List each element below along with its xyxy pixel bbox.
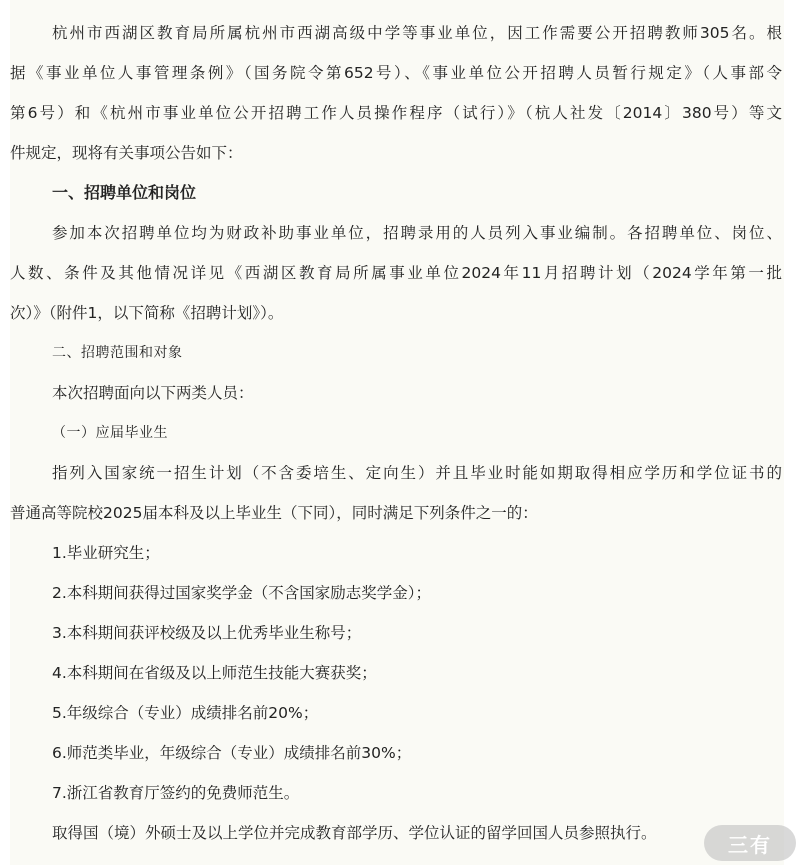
- section-2-intro: 本次招聘面向以下两类人员：: [52, 384, 254, 402]
- condition-item-1: 1.毕业研究生；: [52, 544, 160, 562]
- section-1-line-2: 人数、条件及其他情况详见《西湖区教育局所属事业单位2024年11月招聘计划（2024学年第一批: [10, 264, 782, 282]
- section-1-heading: 一、招聘单位和岗位: [52, 183, 197, 202]
- watermark-text: 三有: [728, 832, 772, 857]
- intro-line-1: 杭州市西湖区教育局所属杭州市西湖高级中学等事业单位，因工作需要公开招聘教师305名。根: [52, 24, 782, 42]
- intro-line-2: 据《事业单位人事管理条例》（国务院令第652号）、《事业单位公开招聘人员暂行规定》（人事部令: [10, 64, 782, 82]
- section-1-line-3: 次）》（附件1，以下简称《招聘计划》）。: [10, 304, 284, 322]
- intro-line-4: 件规定，现将有关事项公告如下：: [10, 144, 243, 162]
- section-1-line-1: 参加本次招聘单位均为财政补助事业单位，招聘录用的人员列入事业编制。各招聘单位、岗位、: [52, 224, 782, 242]
- subsection-1-line-2: 普通高等院校2025届本科及以上毕业生（下同），同时满足下列条件之一的：: [10, 504, 538, 522]
- condition-item-5: 5.年级综合（专业）成绩排名前20%；: [52, 704, 319, 722]
- intro-line-3: 第6号）和《杭州市事业单位公开招聘工作人员操作程序（试行）》（杭人社发〔2014〕380号）等文: [10, 104, 782, 122]
- condition-item-4: 4.本科期间在省级及以上师范生技能大赛获奖；: [52, 664, 377, 682]
- condition-item-2: 2.本科期间获得过国家奖学金（不含国家励志奖学金）；: [52, 584, 432, 602]
- condition-item-7: 7.浙江省教育厅签约的免费师范生。: [52, 784, 300, 802]
- subsection-1-heading: （一）应届毕业生: [52, 425, 168, 441]
- subsection-1-line-1: 指列入国家统一招生计划（不含委培生、定向生）并且毕业时能如期取得相应学历和学位证书的: [52, 464, 782, 482]
- condition-item-3: 3.本科期间获评校级及以上优秀毕业生称号；: [52, 624, 362, 642]
- section-2-heading: 二、招聘范围和对象: [52, 345, 183, 361]
- watermark-badge: [704, 825, 796, 861]
- condition-item-6: 6.师范类毕业，年级综合（专业）成绩排名前30%；: [52, 744, 412, 762]
- overseas-note: 取得国（境）外硕士及以上学位并完成教育部学历、学位认证的留学回国人员参照执行。: [52, 824, 657, 842]
- article-body: [10, 0, 784, 865]
